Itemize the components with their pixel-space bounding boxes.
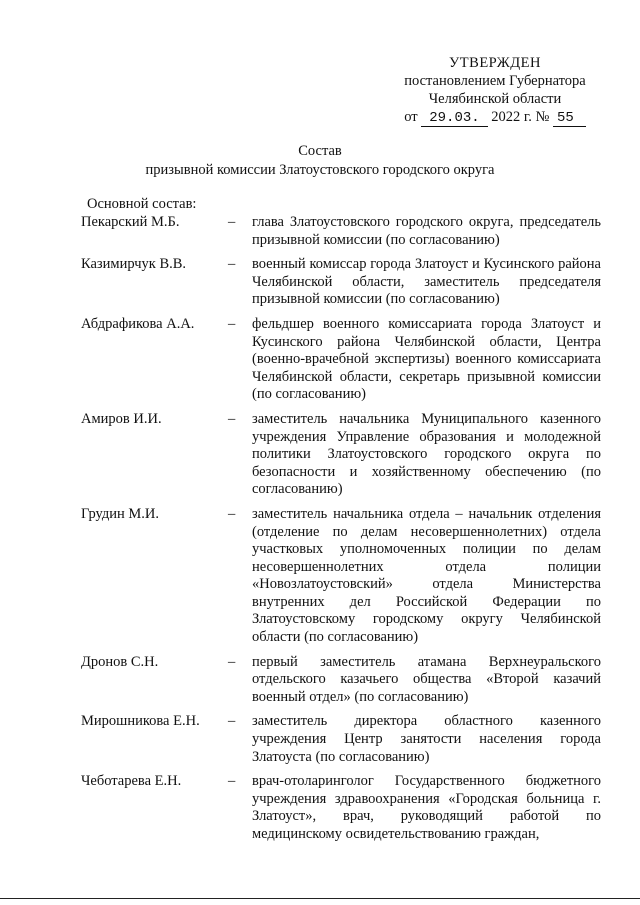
member-role: заместитель начальника Муниципального казенного учреждения Управление образования и молодежной политики Златоустовского городского округа по безопасности и хозяйственному обеспечению (по согласованию) [252, 410, 601, 498]
heading-line-1: Состав [298, 143, 342, 159]
approval-date-line [380, 108, 610, 127]
member-dash: – [228, 214, 236, 230]
member-name: Мирошникова Е.Н. [81, 713, 200, 730]
member-name: Дронов С.Н. [81, 653, 159, 670]
member-name: Абдрафикова А.А. [81, 315, 195, 332]
member-role: фельдшер военного комиссариата города Златоуст и Кусинского района Челябинской области, Центра (военно-врачебной экспертизы) военного комиссариата Челябинской области, секретарь призывной комиссии (по согласованию) [252, 315, 601, 403]
list-item [81, 214, 601, 249]
member-role: заместитель начальника отдела – начальник отделения (отделение по делам несовершеннолетних) отдела участковых уполномоченных полиции по делам несовершеннолетних отдела полиции «Новозлатоустовский» отдела Министерства внутренних дел Российской Федерации по Златоустовскому городскому округу Челябинской области (по согласованию) [252, 505, 601, 646]
member-name: Амиров И.И. [81, 410, 162, 427]
member-name: Грудин М.И. [81, 505, 160, 522]
member-name: Пекарский М.Б. [81, 214, 180, 230]
section-label: Основной состав: [87, 196, 197, 212]
list-item [81, 654, 601, 707]
approval-line-1: постановлением Губернатора [404, 73, 586, 89]
approval-number: 55 [553, 110, 586, 127]
member-role: первый заместитель атамана Верхнеуральского отдельского казачьего общества «Второй казачий военный отдел» (по согласованию) [252, 653, 601, 705]
approval-year-suffix: 2022 г. № [491, 109, 550, 125]
approval-date: 29.03. [421, 110, 487, 127]
list-item [81, 256, 601, 309]
member-dash: – [228, 505, 236, 522]
approval-line-2: Челябинской области [428, 91, 562, 107]
member-dash: – [228, 256, 236, 273]
list-item [81, 316, 601, 404]
member-dash: – [228, 773, 236, 790]
approval-date-prefix: от [404, 109, 418, 125]
member-dash: – [228, 410, 236, 427]
member-role: военный комиссар города Златоуст и Кусинского района Челябинской области, заместитель председателя призывной комиссии (по согласованию) [252, 256, 601, 308]
document-heading [0, 142, 640, 180]
list-item [81, 713, 601, 766]
member-role: врач-отоларинголог Государственного бюджетного учреждения здравоохранения «Городская больница г. Златоуст», врач, руководящий работой по медицинскому освидетельствованию граждан, [252, 773, 601, 842]
member-role: глава Златоустовского городского округа, председатель призывной комиссии (по согласованию) [252, 214, 601, 248]
member-dash: – [228, 315, 236, 332]
list-item [81, 411, 601, 499]
approval-title: УТВЕРЖДЕН [449, 55, 541, 71]
approval-stamp [380, 54, 610, 127]
page-bottom-rule [0, 898, 640, 899]
members-list [81, 214, 601, 851]
list-item [81, 773, 601, 843]
member-role: заместитель директора областного казенного учреждения Центр занятости населения города Златоуста (по согласованию) [252, 713, 601, 765]
member-dash: – [228, 713, 236, 730]
member-name: Казимирчук В.В. [81, 256, 187, 273]
member-name: Чеботарева Е.Н. [81, 773, 182, 790]
heading-line-2: призывной комиссии Златоустовского городского округа [145, 162, 495, 178]
member-dash: – [228, 653, 236, 670]
list-item [81, 506, 601, 647]
